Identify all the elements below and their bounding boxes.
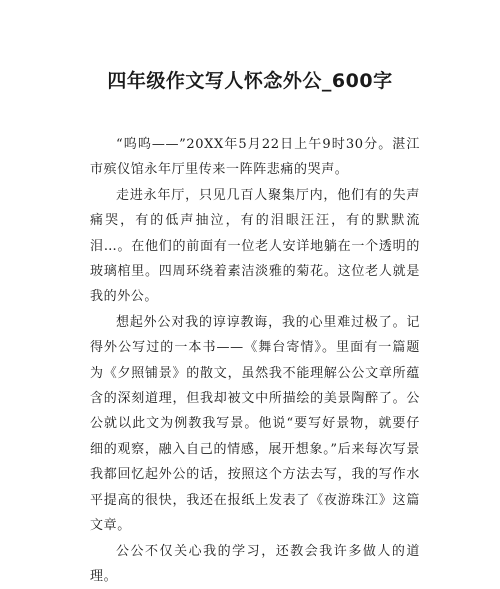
paragraph: 走进永年厅，只见几百人聚集厅内，他们有的失声痛哭，有的低声抽泣，有的泪眼汪汪，有的默默流泪…。在他们的前面有一位老人安详地躺在一个透明的玻璃棺里。四周环绕着素洁淡雅的菊花。这位老人就是我的外公。 [90, 183, 420, 310]
paragraph: 想起外公对我的谆谆教诲，我的心里难过极了。记得外公写过的一本书——《舞台寄情》。里面有一篇题为《夕照铺景》的散文，虽然我不能理解公公文章所蕴含的深刻道理，但我却被文中所描绘的美景陶醉了。公公就以此文为例教我写景。他说“要写好景物，就要仔细的观察，融入自己的情感，展开想象。”后来每次写景我都回忆起外公的话，按照这个方法去写，我的写作水平提高的很快，我还在报纸上发表了《夜游珠江》这篇文章。 [90, 310, 420, 539]
document-body [90, 132, 420, 589]
paragraph: 公公不仅关心我的学习，还教会我许多做人的道理。 [90, 539, 420, 589]
document-title: 四年级作文写人怀念外公_600字 [0, 66, 500, 93]
paragraph: “呜呜——”20XX年5月22日上午9时30分。湛江市殡仪馆永年厅里传来一阵阵悲痛的哭声。 [90, 132, 420, 183]
